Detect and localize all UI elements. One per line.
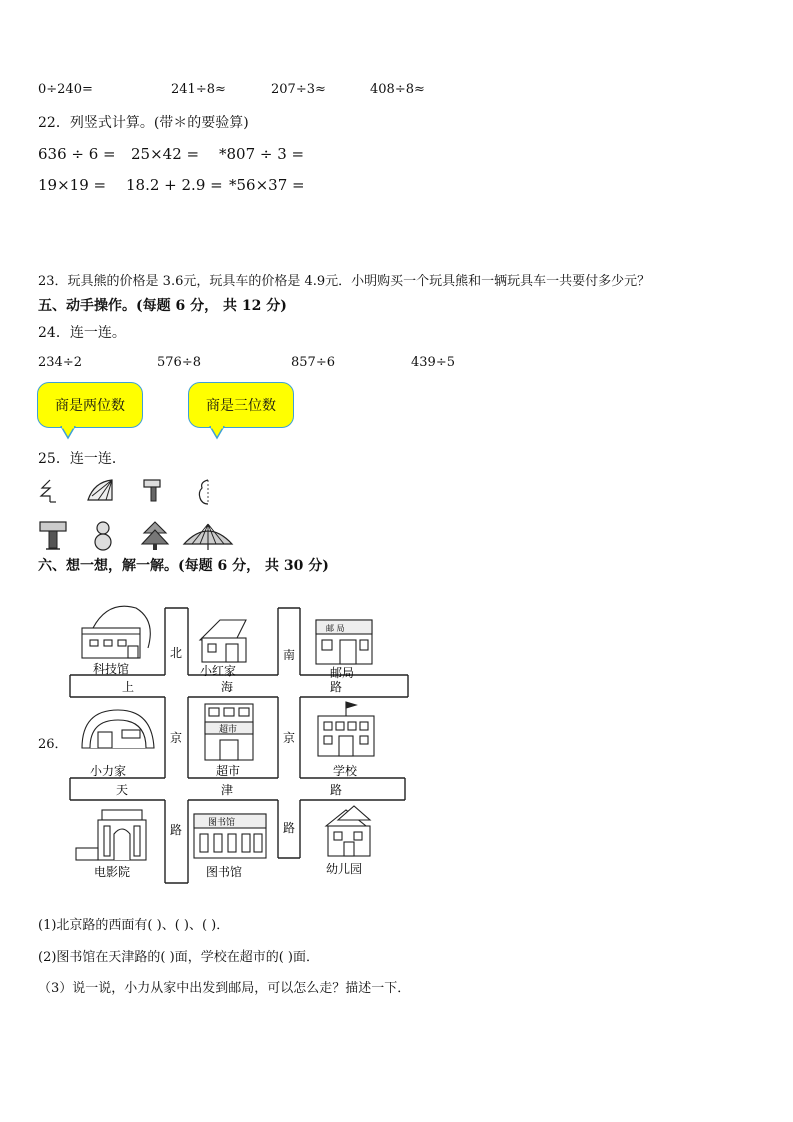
q24-title: 24．连一连。 (38, 325, 126, 341)
label-xiaolijia: 小力家 (90, 764, 127, 778)
q22-expr-6: *56×37 = (229, 176, 305, 194)
road-label-nan: 南 (283, 648, 296, 662)
label-kejiguan: 科技馆 (93, 662, 130, 676)
label-xuexiao: 学校 (333, 764, 358, 778)
bubble-three-digit-tail (204, 426, 244, 440)
umbrella-icon (182, 520, 234, 552)
q24-item-857: 857÷6 (291, 355, 335, 370)
cinema-icon (76, 810, 146, 860)
kindergarten-icon (326, 806, 370, 856)
expr-408-div-8: 408÷8≈ (370, 82, 425, 97)
tree-icon (140, 520, 170, 552)
q22-expr-2: 25×42 = (131, 145, 200, 163)
xiaohong-house-icon (200, 620, 246, 662)
q25-title: 25．连一连． (38, 451, 126, 467)
section-6-heading: 六、想一想，解一解。(每题 6 分， 共 30 分) (38, 558, 329, 574)
q24-item-234: 234÷2 (38, 355, 82, 370)
q23-text: 23．玩具熊的价格是 3.6元，玩具车的价格是 4.9元．小明购买一个玩具熊和一辆玩具车一共要付多少元？ (38, 274, 651, 289)
road-label-lu-2: 路 (330, 783, 343, 797)
road-label-jing-2: 京 (283, 731, 296, 745)
road-label-lu-1: 路 (330, 680, 343, 694)
road-label-hai: 海 (221, 680, 234, 694)
bubble-two-digit-tail (55, 426, 95, 440)
road-label-shang: 上 (122, 680, 135, 694)
road-label-lu-v1: 路 (170, 823, 183, 837)
road-label-jing-1: 京 (170, 731, 183, 745)
road-label-lu-v2: 路 (283, 821, 296, 835)
expr-0-div-240: 0÷240= (38, 82, 93, 97)
q24-item-439: 439÷5 (411, 355, 455, 370)
q22-expr-3: *807 ÷ 3 = (219, 145, 305, 163)
q22-expr-5: 18.2 + 2.9 = (126, 176, 223, 194)
label-youju: 邮局 (330, 666, 355, 680)
expr-241-div-8: 241÷8≈ (171, 82, 226, 97)
school-icon (318, 702, 374, 756)
q24-item-576: 576÷8 (157, 355, 201, 370)
label-xiaohongjia: 小红家 (200, 664, 237, 678)
expr-207-div-3: 207÷3≈ (271, 82, 326, 97)
label-youeryuan: 幼儿园 (326, 862, 363, 876)
label-chaoshi: 超市 (216, 764, 241, 778)
road-label-jin: 津 (221, 783, 234, 797)
lamp-icon (38, 520, 68, 552)
half-lamp-icon (142, 478, 164, 504)
half-umbrella-icon (86, 478, 116, 504)
section-5-heading: 五、动手操作。(每题 6 分， 共 12 分) (38, 298, 287, 314)
label-tushuguan-sign: 图书馆 (208, 818, 236, 828)
q22-expr-4: 19×19 = (38, 176, 107, 194)
bubble-two-digit: 商是两位数 (37, 382, 143, 428)
label-dianyingyuan: 电影院 (94, 865, 131, 879)
half-gourd-icon (196, 478, 212, 506)
road-label-bei: 北 (170, 646, 183, 660)
label-youju-sign: 邮 局 (326, 624, 345, 633)
road-label-tian: 天 (116, 783, 129, 797)
label-tushuguan: 图书馆 (206, 865, 243, 879)
q26-sub-2: (2)图书馆在天津路的( )面，学校在超市的( )面． (38, 950, 319, 965)
xiaoli-house-icon (82, 710, 154, 748)
city-map (68, 598, 413, 888)
science-museum-icon (82, 606, 150, 658)
label-chaoshi-sign: 超市 (219, 725, 238, 735)
bubble-three-digit: 商是三位数 (188, 382, 294, 428)
gourd-icon (92, 520, 114, 552)
q26-number: 26． (38, 737, 68, 752)
q22-expr-1: 636 ÷ 6 = (38, 145, 116, 163)
q22-title: 22．列竖式计算。(带＊的要验算) (38, 115, 249, 131)
q26-sub-3: （3）说一说，小力从家中出发到邮局，可以怎么走？描述一下． (38, 981, 411, 996)
half-tree-icon (38, 478, 60, 504)
q26-sub-1: (1)北京路的西面有( )、( )、( )． (38, 918, 230, 933)
